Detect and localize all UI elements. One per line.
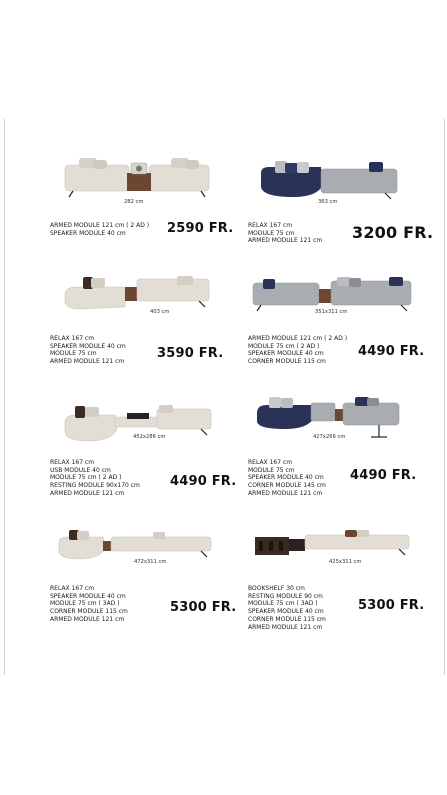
dimension-label: 403 cm (150, 309, 170, 315)
sofa-image-2 (257, 159, 401, 201)
module-list (248, 585, 326, 631)
price: 5300 FR. (358, 598, 425, 613)
module-list (50, 335, 126, 366)
module-line: ARMED MODULE 121 cm (248, 489, 323, 497)
module-line: ARMED MODULE 121 cm (50, 358, 125, 366)
price: 3590 FR. (157, 346, 224, 361)
module-line: MODULE 75 cm (50, 350, 97, 358)
module-line: RESTING MODULE 90 cm (248, 592, 323, 600)
dimension-label: 363 cm (318, 199, 338, 205)
price: 4490 FR. (358, 344, 425, 359)
module-line: ARMED MODULE 121 cm ( 2 AD ) (248, 335, 348, 342)
price: 4490 FR. (350, 468, 417, 483)
module-line: MODULE 75 cm ( 2 AD ) (248, 342, 320, 350)
module-line: ARMED MODULE 121 cm (50, 615, 125, 623)
module-line: SPEAKER MODULE 40 cm (248, 608, 324, 616)
dimension-label: 425x311 cm (329, 559, 362, 565)
module-line: RELAX 167 cm (50, 585, 95, 592)
module-line: SPEAKER MODULE 40 cm (248, 350, 324, 358)
module-line: ARMED MODULE 121 cm (248, 237, 323, 245)
module-line: CORNER MODULE 115 cm (248, 615, 326, 623)
module-list (50, 459, 140, 498)
module-line: ARMED MODULE 121 cm ( 2 AD ) (50, 222, 150, 229)
module-line: CORNER MODULE 145 cm (248, 482, 326, 490)
module-list (248, 335, 347, 366)
module-line: MODULE 75 cm ( 2 AD ) (50, 474, 122, 482)
price: 3200 FR. (352, 223, 434, 242)
sofa-image-4 (249, 275, 415, 313)
module-line: SPEAKER MODULE 40 cm (50, 342, 126, 350)
price: 2590 FR. (167, 221, 234, 236)
module-line: RELAX 167 cm (248, 459, 293, 466)
module-list (50, 585, 128, 624)
module-list (248, 222, 322, 245)
dimension-label: 472x311 cm (134, 559, 167, 565)
module-line: USB MODULE 40 cm (50, 466, 111, 474)
dimension-label: 351x311 cm (315, 309, 348, 315)
price: 5300 FR. (170, 600, 237, 615)
module-line: SPEAKER MODULE 40 cm (248, 474, 324, 482)
module-line: MODULE 75 cm (248, 466, 295, 474)
module-line: ARMED MODULE 121 cm (248, 623, 323, 631)
module-line: MODULE 75 cm ( 3AD ) (50, 600, 120, 608)
sofa-image-8 (251, 525, 415, 561)
module-line: BOOKSHELF 30 cm (248, 585, 305, 592)
module-line: SPEAKER MODULE 40 cm (50, 592, 126, 600)
module-line: ARMED MODULE 121 cm (50, 489, 125, 497)
dimension-label: 282 cm (124, 199, 144, 205)
dimension-label: 452x286 cm (133, 434, 166, 440)
dimension-label: 427x266 cm (313, 434, 346, 440)
module-line: SPEAKER MODULE 40 cm (50, 229, 126, 237)
module-list (50, 222, 149, 237)
module-line: MODULE 75 cm (248, 229, 295, 237)
sofa-image-1 (61, 155, 213, 199)
module-line: MODULE 75 cm ( 3AD ) (248, 600, 318, 608)
module-line: RELAX 167 cm (248, 222, 293, 229)
price: 4490 FR. (170, 474, 237, 489)
module-line: RELAX 167 cm (50, 335, 95, 342)
catalog-sheet (4, 119, 445, 675)
sofa-image-7 (57, 527, 217, 563)
module-line: CORNER MODULE 115 cm (248, 358, 326, 366)
module-list (248, 459, 326, 498)
module-line: CORNER MODULE 115 cm (50, 608, 128, 616)
module-line: RELAX 167 cm (50, 459, 95, 466)
sofa-image-3 (63, 273, 213, 313)
module-line: RESTING MODULE 90x170 cm (50, 482, 140, 490)
